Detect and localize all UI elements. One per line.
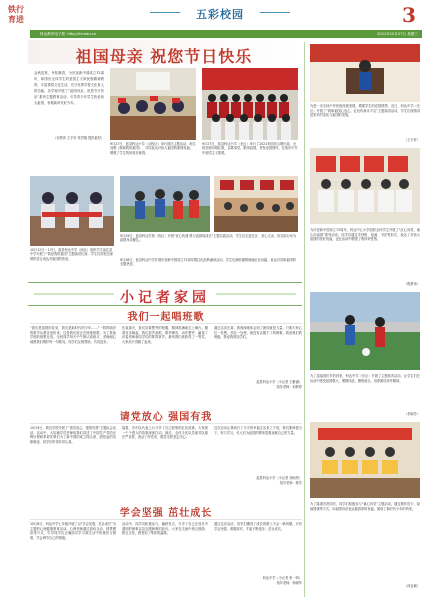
article-2-title: 请党放心 强国有我 [119, 412, 213, 423]
article-1 [30, 308, 302, 404]
photo-rc-posters [310, 148, 420, 224]
feature-intro-signature: （市教育 王宇轩 张君雅 提供素材） [53, 136, 104, 140]
section2-title: 小记者家园 [120, 290, 210, 306]
photo-speech-contest [30, 176, 114, 246]
photo-caption-4: 9月29日，蓝县科达学校（西区）开展“爱心传递·我与祖国同成长”主题实践活动，学生们走进社区、爱心义卖，用实际行动为祖国母亲献礼。 [120, 234, 297, 243]
photo-rc-cards [310, 422, 420, 498]
article-2-rule [30, 423, 302, 424]
article-1-col1: “我们是祖国的花朵，我们是新时代的少年……”一阵阵响亮的歌声从教室里传来。这是我们班正在排练班歌。为了准备学校的班歌比赛，全班同学每天中午都认真练习，老师耐心地教我们唱好每一句歌词，同学们互相帮助，共同进步。 [30, 326, 116, 344]
rc-sig-3: （李淑芳） [404, 412, 420, 416]
rc-sig-2: （程景荣） [404, 282, 420, 286]
article-3-col2: 活动中，同学们积极参与，踊跃发言，分享了自己在成长中遇到的困难以及克服困难的经历。大家在交流中相互鼓励、相互支持，感受到了集体的温暖。 [122, 522, 208, 536]
article-2-col3: 这次活动让我明白了今天的幸福生活来之不易，我们要珍惜当下，努力学习，长大后为祖国的繁荣富强贡献自己的力量。 [214, 426, 302, 435]
column-divider [304, 42, 305, 597]
article-3-title: 学会坚强 茁壮成长 [119, 508, 213, 519]
article-2-col2: 接着，各中队代表上台分享了自己收集的红色故事，大家被一个个感人的故事深深打动。最后，全体少先队员面对队旗庄严宣誓，表达了听党话、跟党走的坚定决心。 [122, 426, 208, 440]
date-line: 2021年10月27日 星期三 [377, 32, 418, 36]
photo-caption-5: 9月28日，蓝县科达中学开展庆祝新中国成立72周年暨红色经典诵读活动，学生们满怀激情朗诵红色诗篇，表达对党和祖国的无限热爱。 [120, 258, 296, 267]
photo-caption-1: 9月27日，蓝县科达小学（点校区）举行国庆主题活动，师生同唱《我和我的祖国》，共同表达对伟大祖国的深情祝福，增强了学生的民族自豪感。 [110, 142, 196, 155]
page-number: 3 [402, 3, 416, 27]
feature-banner [28, 40, 300, 64]
article-1-col3: 通过这次比赛，我深深地体会到了团结就是力量。只要大家心往一处想，劲往一处使，就没有克服不了的困难。我爱我们的班级，我爱我的同学们。 [214, 326, 302, 340]
feature-title: 祖国母亲 祝您节日快乐 [75, 47, 253, 66]
photo-community-activity [120, 176, 210, 232]
article-1-signature: 蓝县科达小学（小记者 王紫涵） 指导老师：刘梦婷 [256, 380, 302, 389]
rc-text-2: 为庆祝新中国成立72周年，科达中心小学组织全体学生开展了“红心向党，童心向祖国”系列活动，同学们通过手抄报、绘画、书法等形式，表达了对伟大祖国的美好祝福，也在活动中增强了集体荣誉感。 [310, 228, 420, 242]
article-2-col1: 10月9日，我们学校开展了“请党放心，强国有我”主题队会活动。活动中，大队辅导员老师给我们讲述了中国共产党的光辉历程和革命先辈们为了新中国的成立抛头颅、洒热血的英雄事迹，同学们听得非常认真。 [30, 426, 116, 444]
photo-choir-group [202, 68, 298, 140]
section2-header [28, 282, 302, 306]
masthead-logo [8, 4, 28, 24]
rc-text-4: 为了隆重庆祝国庆，同学们积极参与“童心向党”主题活动，通过制作贺卡、绘画国旗等方式，向祖国母亲表达最真挚的祝福，展现了新时代少年的风采。 [310, 502, 420, 511]
article-3-col3: 通过这次活动，同学们懂得了成长的路上不会一帆风顺，只有学会坚强，勇敢面对，才能不断进步，茁壮成长。 [214, 522, 302, 531]
section-flourish [150, 12, 180, 13]
photo-caption-3: 10月12日～13日，蓝县科达中学（南区）组织学生前往县中学开展了“我爱我的祖国”主题演讲比赛，学生们用饱含深情的语言表达对祖国的热爱。 [30, 248, 113, 261]
rc-sig-1: （王宇轩） [404, 138, 420, 142]
logo-line-1: 铁行 [8, 4, 24, 14]
logo-line-2: 育进 [8, 14, 24, 24]
article-1-rule [30, 323, 302, 324]
photo-rc-sports [310, 292, 420, 370]
feature-intro: 金秋送爽，丹桂飘香，为庆祝新中国成立72周年，和国庆全体学生的爱国主义和民族精神教育，丰富校园文化生活，充分发挥学校文化育人的功能，各学校开展了“祖国母亲，祝您节日快乐”系列主题教育活动，引导青少年学生热爱伟大祖国，争做新时代好少年。 [34, 71, 104, 105]
article-2-signature: 蓝县科达小学（小记者 刘雨彤） 指导老师：陈芳 [256, 476, 302, 485]
rc-text-1: 为进一步弘扬中华民族传统美德，增强学生的爱国情感，近日，科达中学（北区）开展了“我和祖国心连心，红色传承永不忘”主题演讲活动，学生们深情讲述家乡的变化与祖国的发展。 [310, 104, 420, 118]
photo-caption-2: 9月27日，蓝县科达小学（北区）举行了2021年国庆合唱比赛，全校各班同唱红歌，以歌颂党，歌颂祖国，抒发爱国情怀，在欢乐中升华爱国主义情感。 [202, 142, 298, 155]
article-3-signature: 科达中学（小记者 张一鸣） 指导老师：杨晓华 [262, 576, 302, 585]
article-1-col2: 比赛那天，我们穿着整齐的校服，精神饱满地走上舞台。随着音乐响起，我们放声高唱，歌声嘹亮，动作整齐，赢得了评委老师和同学们的阵阵掌声。最终我们班获得了一等奖，大家高兴得跳了起来。 [122, 326, 208, 344]
photo-rc-speech [310, 44, 420, 102]
rc-sig-4: （何金颖） [404, 584, 420, 588]
publisher-line: 科达教育电子报 ·http://kd.edu.cn [40, 32, 97, 36]
article-2 [30, 408, 302, 500]
photo-reading-activity [214, 176, 298, 232]
section-flourish-right [260, 12, 290, 13]
section-title: 五彩校园 [196, 8, 244, 21]
article-3-rule [30, 519, 302, 520]
article-3 [30, 504, 302, 598]
article-3-col1: 10月8日，科达中学七年级开展了以“学会坚强，茁壮成长”为主题的心理健康教育活动。心理老师通过游戏互动、情景模拟等方式，引导同学们正确面对学习和生活中的挫折与困难，学会调节自己的情绪。 [30, 522, 116, 540]
rc-text-3: 为了迎接国庆节的到来，科达中学（东区）开展了主题体育活动，让学生们在运动中感受祖国强大，增强体质，磨炼意志，培养团结协作精神。 [310, 374, 420, 383]
article-1-title: 我们一起唱班歌 [127, 312, 205, 323]
photo-classroom-flags [110, 68, 196, 140]
